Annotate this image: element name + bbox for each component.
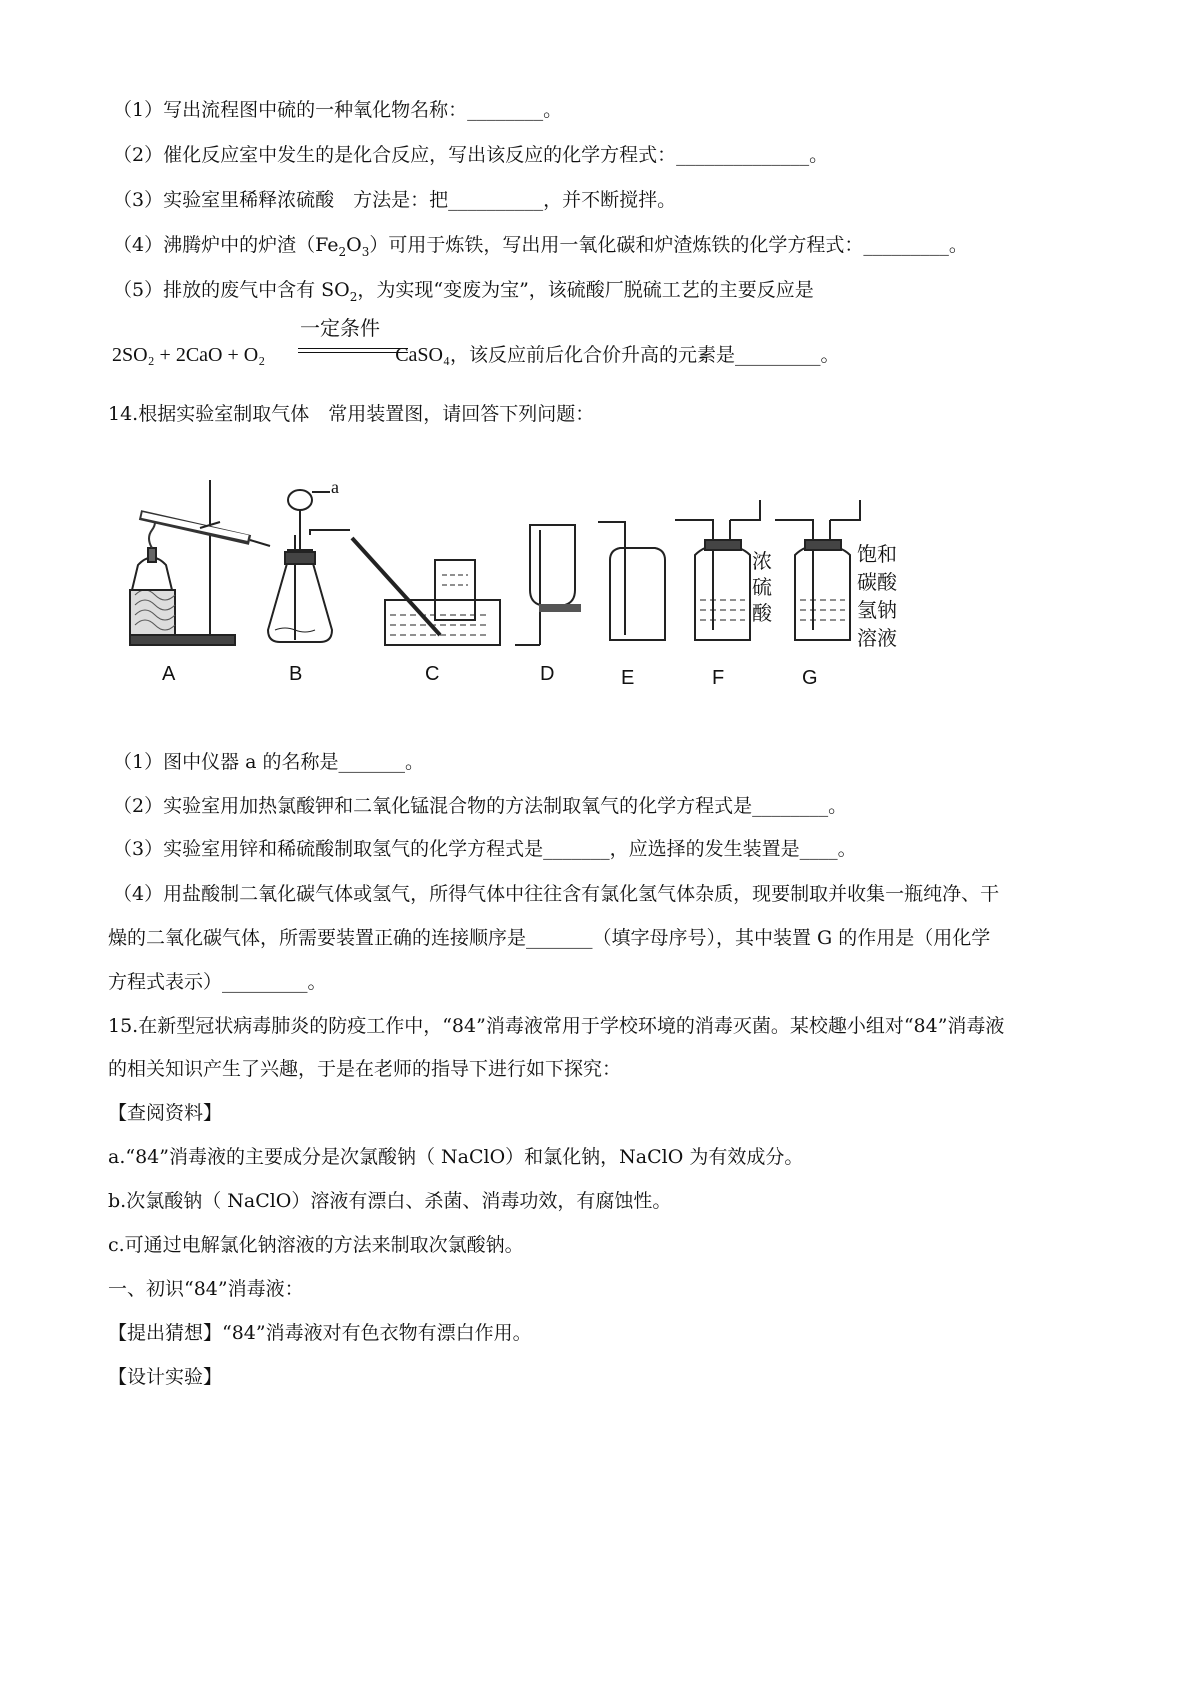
equation-equals-sign <box>298 348 408 353</box>
apparatus-f <box>675 500 760 640</box>
q13-item-4-sub1: 2 <box>338 244 347 259</box>
q13-item-3: （3）实验室里稀释浓硫酸 方法是：把__________，并不断搅拌。 <box>113 189 677 211</box>
q13-item-5-text: （5）排放的废气中含有 SO <box>113 279 350 301</box>
q15-stem-line-2: 的相关知识产生了兴趣，于是在老师的指导下进行如下探究： <box>108 1058 622 1080</box>
q15-fact-c: c.可通过电解氯化钠溶液的方法来制取次氯酸钠。 <box>108 1234 524 1256</box>
q15-hypothesis: 【提出猜想】“84”消毒液对有色衣物有漂白作用。 <box>108 1322 532 1344</box>
q13-item-4-text: （4）沸腾炉中的炉渣（Fe <box>113 234 339 256</box>
instrument-a-label: a <box>331 477 339 497</box>
apparatus-c <box>352 538 500 645</box>
equation-condition: 一定条件 <box>300 316 380 340</box>
apparatus-e <box>598 522 665 640</box>
f-reagent-char-1: 浓 <box>752 549 772 573</box>
label-g: G <box>802 667 818 689</box>
f-reagent-label <box>752 548 774 626</box>
apparatus-d <box>515 525 580 645</box>
apparatus-g <box>775 500 860 640</box>
equation-question: ，该反应前后化合价升高的元素是_________。 <box>449 344 840 366</box>
q14-stem: 14.根据实验室制取气体 常用装置图，请回答下列问题： <box>108 403 595 425</box>
label-c: C <box>425 663 440 685</box>
label-b: B <box>289 663 303 685</box>
q13-item-4-sub2: 3 <box>361 244 370 259</box>
q14-item-3: （3）实验室用锌和稀硫酸制取氢气的化学方程式是_______，应选择的发生装置是____。 <box>113 838 857 860</box>
g-reagent-label <box>857 540 897 652</box>
q13-item-5 <box>113 276 814 311</box>
apparatus-a <box>130 480 270 645</box>
q15-fact-b: b.次氯酸钠（ NaClO）溶液有漂白、杀菌、消毒功效，有腐蚀性。 <box>108 1190 672 1212</box>
q13-item-4-text3: ）可用于炼铁，写出用一氧化碳和炉渣炼铁的化学方程式：_________。 <box>369 234 968 256</box>
q13-item-5-sub: 2 <box>349 289 358 304</box>
q13-item-1: （1）写出流程图中硫的一种氧化物名称：________。 <box>113 99 563 121</box>
reaction-equation <box>112 316 840 367</box>
f-reagent-char-3: 酸 <box>752 601 772 625</box>
q13-item-5-text2: ，为实现“变废为宝”，该硫酸厂脱硫工艺的主要反应是 <box>357 279 814 301</box>
g-reagent-line-3: 氢钠 <box>857 598 897 622</box>
q15-design-heading: 【设计实验】 <box>108 1366 223 1388</box>
q14-item-1: （1）图中仪器 a 的名称是_______。 <box>113 751 424 773</box>
label-f: F <box>712 667 725 689</box>
q15-fact-a: a.“84”消毒液的主要成分是次氯酸钠（ NaClO）和氯化钠，NaClO 为有效成分。 <box>108 1146 804 1168</box>
q15-heading-references: 【查阅资料】 <box>108 1102 223 1124</box>
apparatus-b <box>268 490 350 642</box>
q15-stem-line-1: 15.在新型冠状病毒肺炎的防疫工作中，“84”消毒液常用于学校环境的消毒灭菌。某校趣小组对“84”消毒液 <box>108 1015 1005 1037</box>
label-a: A <box>162 663 176 685</box>
equation-reactants: 2SO₂ + 2CaO + O₂ <box>112 344 266 366</box>
q13-item-4-text2: O <box>346 234 362 256</box>
g-reagent-line-1: 饱和 <box>857 542 897 566</box>
q14-item-4-line-2: 燥的二氧化碳气体，所需要装置正确的连接顺序是_______（填字母序号），其中装置 G 的作用是（用化学 <box>108 927 991 949</box>
q14-item-4-line-3: 方程式表示）_________。 <box>108 971 327 993</box>
label-d: D <box>540 663 555 685</box>
q13-item-4 <box>113 231 968 266</box>
g-reagent-line-2: 碳酸 <box>857 570 897 594</box>
q15-section-1: 一、初识“84”消毒液： <box>108 1278 304 1300</box>
label-e: E <box>621 667 635 689</box>
g-reagent-line-4: 溶液 <box>857 626 897 650</box>
equation-product: CaSO₄ <box>395 344 450 366</box>
q14-item-2: （2）实验室用加热氯酸钾和二氧化锰混合物的方法制取氧气的化学方程式是________。 <box>113 795 848 817</box>
q14-item-4-line-1: （4）用盐酸制二氧化碳气体或氢气，所得气体中往往含有氯化氢气体杂质，现要制取并收集一瓶纯净、干 <box>113 883 1000 905</box>
f-reagent-char-2: 硫 <box>752 575 772 599</box>
q13-item-2: （2）催化反应室中发生的是化合反应，写出该反应的化学方程式：______________。 <box>113 144 829 166</box>
